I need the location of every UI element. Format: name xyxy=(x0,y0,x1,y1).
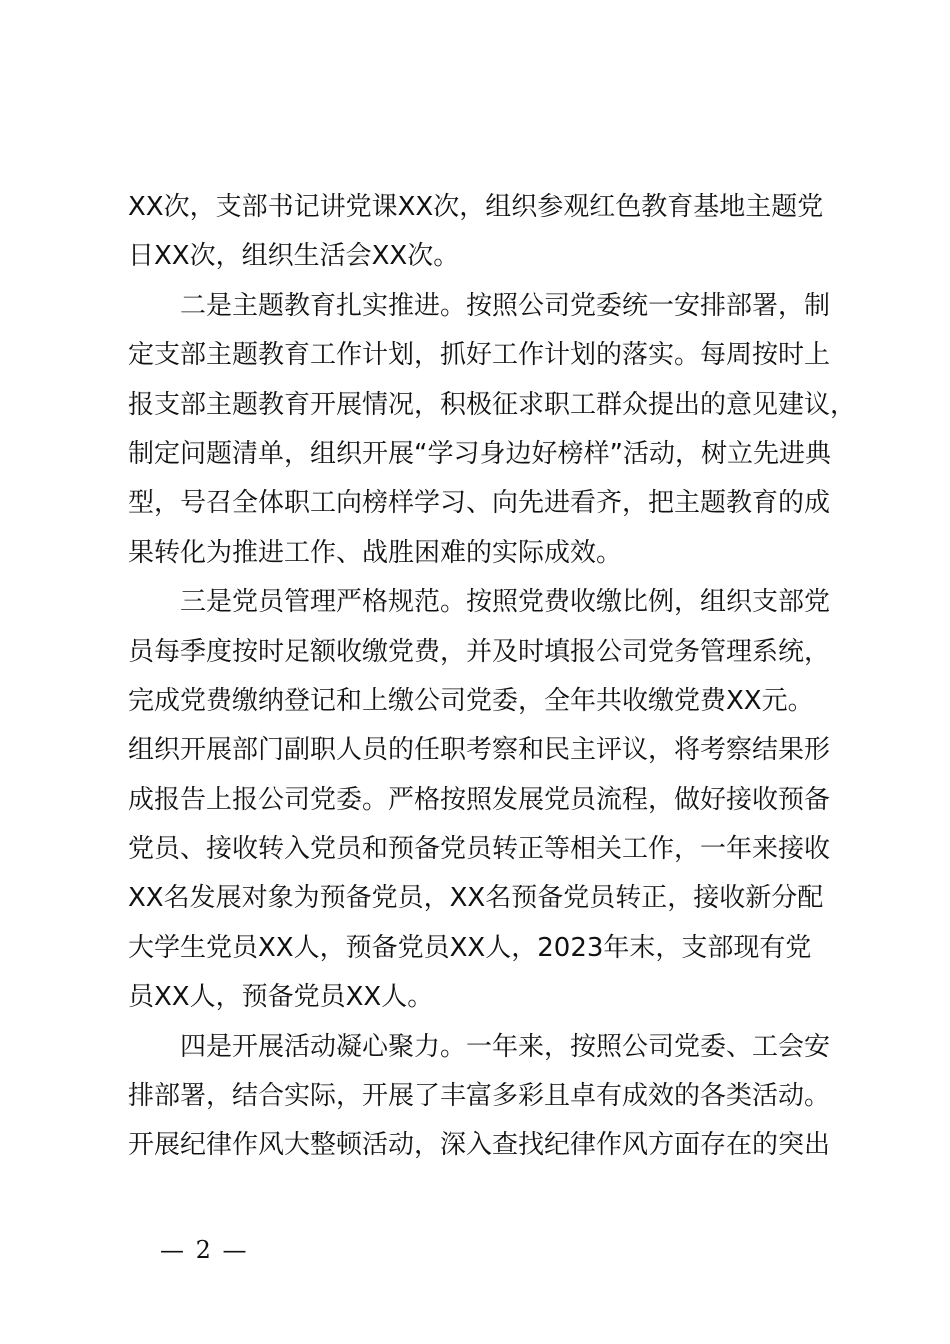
text-line: 党员、接收转入党员和预备党员转正等相关工作，一年来接收 xyxy=(128,834,831,865)
body-text xyxy=(128,183,857,1171)
text-line: 大学生党员XX人，预备党员XX人，2023年末，支部现有党 xyxy=(128,932,812,963)
text-line: XX次，支部书记讲党课XX次，组织参观红色教育基地主题党 xyxy=(128,192,824,222)
paragraph-start-line: 二是主题教育扎实推进。按照公司党委统一安排部署，制 xyxy=(180,290,831,321)
text-line: 果转化为推进工作、战胜困难的实际成效。 xyxy=(128,537,623,568)
text-line: 员XX人，预备党员XX人。 xyxy=(128,982,434,1013)
text-line: 定支部主题教育工作计划，抓好工作计划的落实。每周按时上 xyxy=(128,340,831,371)
page-number: — 2 — xyxy=(160,1236,249,1264)
text-line: 组织开展部门副职人员的任职考察和民主评议，将考察结果形 xyxy=(128,735,831,766)
text-line: 成报告上报公司党委。严格按照发展党员流程，做好接收预备 xyxy=(128,784,831,815)
text-line: 制定问题清单，组织开展“学习身边好榜样”活动，树立先进典 xyxy=(128,438,831,469)
text-line: 型，号召全体职工向榜样学习、向先进看齐，把主题教育的成 xyxy=(128,488,831,519)
paragraph-start-line: 三是党员管理严格规范。按照党费收缴比例，组织支部党 xyxy=(180,587,831,618)
text-line: 排部署，结合实际，开展了丰富多彩且卓有成效的各类活动。 xyxy=(128,1081,831,1112)
text-line: XX名发展对象为预备党员，XX名预备党员转正，接收新分配 xyxy=(128,883,824,914)
text-line: 日XX次，组织生活会XX次。 xyxy=(128,241,460,272)
paragraph-start-line: 四是开展活动凝心聚力。一年来，按照公司党委、工会安 xyxy=(180,1031,831,1062)
text-line: 员每季度按时足额收缴党费，并及时填报公司党务管理系统， xyxy=(128,636,831,667)
text-line: 报支部主题教育开展情况，积极征求职工群众提出的意见建议， xyxy=(128,389,857,420)
text-line: 开展纪律作风大整顿活动，深入查找纪律作风方面存在的突出 xyxy=(128,1130,831,1161)
text-line: 完成党费缴纳登记和上缴公司党委，全年共收缴党费XX元。 xyxy=(128,685,814,716)
